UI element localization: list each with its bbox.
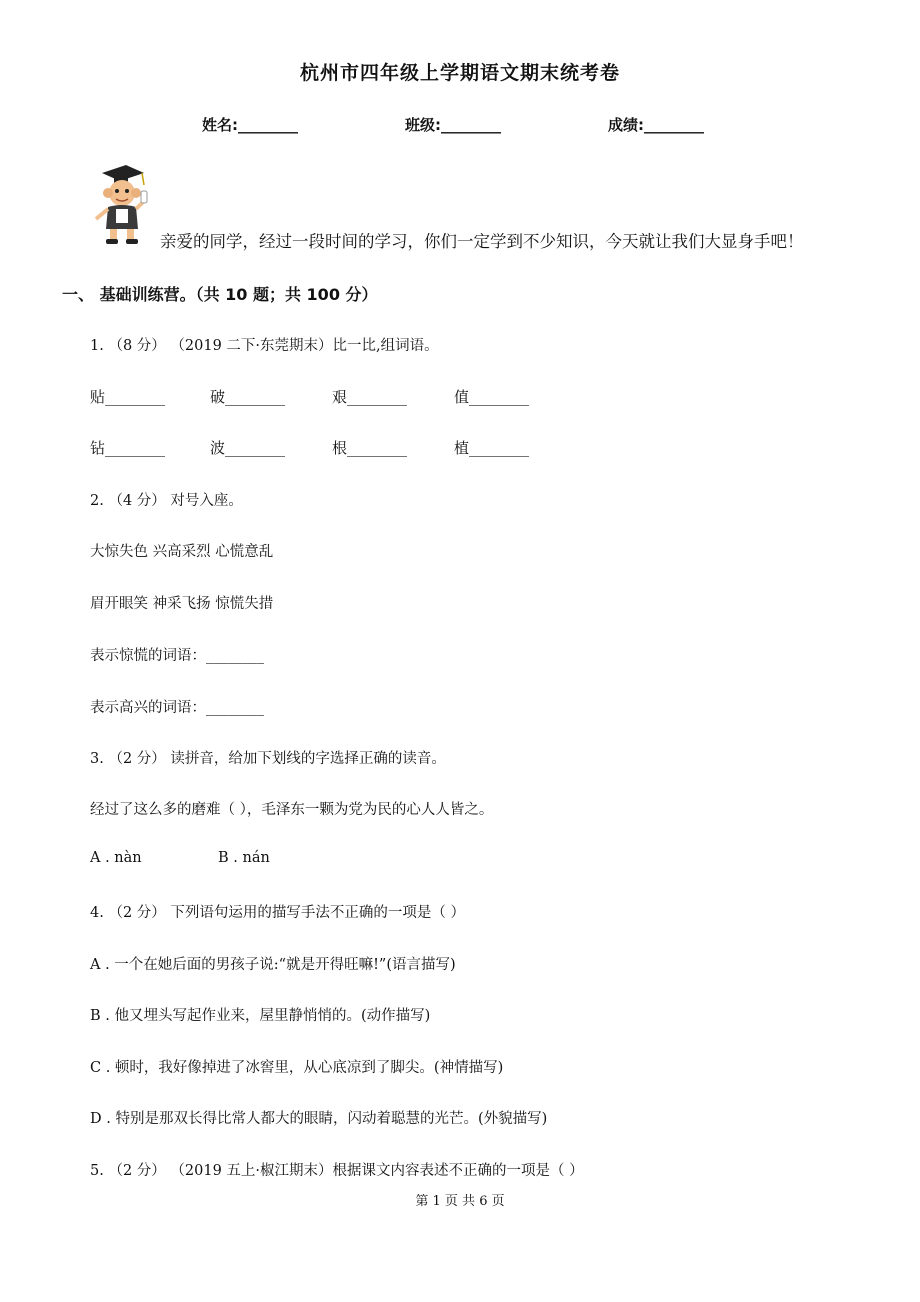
question-2-answer-2: 表示高兴的词语：________: [90, 700, 264, 716]
class-field: 班级:________: [405, 116, 501, 134]
word-blank: 艰________: [332, 388, 408, 406]
word-blank: 钻________: [90, 439, 166, 457]
word-blank: 植________: [454, 439, 530, 457]
section-heading: 一、 基础训练营。（共 10 题；共 100 分）: [62, 285, 378, 304]
greeting-text: 亲爱的同学，经过一段时间的学习，你们一定学到不少知识，今天就让我们大显身手吧！: [160, 232, 804, 251]
word-blank: 破________: [210, 388, 286, 406]
score-field: 成绩:________: [608, 116, 704, 134]
question-2-words-1: 大惊失色 兴高采烈 心慌意乱: [90, 544, 274, 560]
graduate-mascot-icon: [86, 163, 152, 247]
question-3-sentence: 经过了这么多的磨难（ ），毛泽东一颗为党为民的心人人皆之。: [90, 802, 494, 818]
question-2-stem: 2. （4 分） 对号入座。: [90, 493, 243, 509]
name-field: 姓名:________: [202, 116, 298, 134]
page-title: 杭州市四年级上学期语文期末统考卷: [299, 62, 620, 84]
word-blank: 值________: [454, 388, 530, 406]
question-3-stem: 3. （2 分） 读拼音，给加下划线的字选择正确的读音。: [90, 751, 446, 767]
question-4-option-d: D . 特别是那双长得比常人都大的眼睛，闪动着聪慧的光芒。(外貌描写): [90, 1111, 548, 1127]
word-blank: 波________: [210, 439, 286, 457]
question-1-stem: 1. （8 分） （2019 二下·东莞期末）比一比,组词语。: [90, 338, 439, 354]
question-4-option-b: B . 他又埋头写起作业来，屋里静悄悄的。(动作描写): [90, 1008, 431, 1024]
word-blank: 贴________: [90, 388, 166, 406]
question-4-stem: 4. （2 分） 下列语句运用的描写手法不正确的一项是（ ）: [90, 905, 465, 921]
page-footer: 第 1 页 共 6 页: [415, 1194, 505, 1209]
question-4-option-c: C . 顿时，我好像掉进了冰窖里，从心底凉到了脚尖。(神情描写): [90, 1060, 504, 1076]
question-2-words-2: 眉开眼笑 神采飞扬 惊慌失措: [90, 596, 274, 612]
question-5-stem: 5. （2 分） （2019 五上·椒江期末）根据课文内容表述不正确的一项是（ ）: [90, 1163, 584, 1179]
question-2-answer-1: 表示惊慌的词语：________: [90, 648, 264, 664]
question-3-option-a: A . nàn: [90, 850, 142, 866]
question-4-option-a: A . 一个在她后面的男孩子说:“就是开得旺嘛!”(语言描写): [90, 957, 456, 973]
word-blank: 根________: [332, 439, 408, 457]
question-3-option-b: B . nán: [218, 850, 270, 866]
